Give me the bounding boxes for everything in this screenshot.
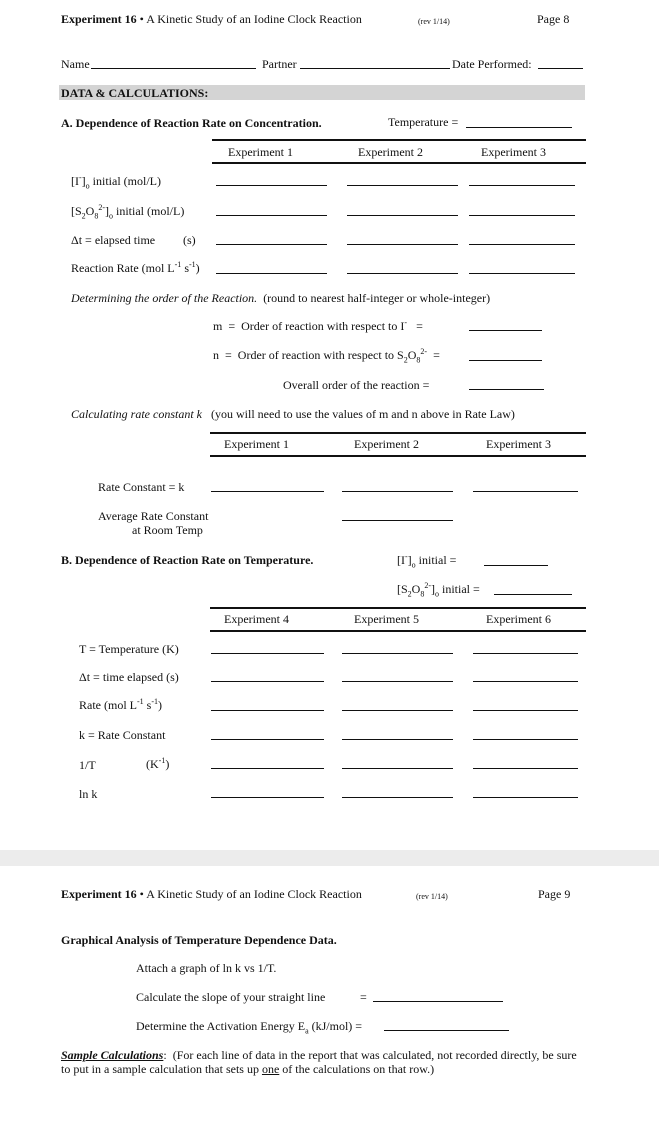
sample-calculations-note: Sample Calculations: (For each line of data in the report that was calculated, not recorded directly, be sure: [61, 1048, 577, 1062]
answer-line[interactable]: [347, 273, 458, 274]
answer-line[interactable]: [211, 653, 324, 654]
answer-line[interactable]: [469, 244, 575, 245]
header-title: A Kinetic Study of an Iodine Clock Reaction: [146, 12, 362, 26]
answer-line[interactable]: [469, 273, 575, 274]
n-order-line: n = Order of reaction with respect to $S_2O_8^{2-}$ =: [213, 347, 440, 365]
attach-graph-instruction: Attach a graph of ln k vs 1/T.: [136, 961, 277, 975]
answer-line[interactable]: [211, 739, 324, 740]
row-rate-constant: k = Rate Constant: [79, 728, 166, 742]
average-rate-constant-label-2: at Room Temp: [132, 523, 203, 537]
answer-line[interactable]: [347, 215, 458, 216]
col-experiment-3: Experiment 3: [481, 145, 546, 159]
answer-line[interactable]: [469, 215, 575, 216]
col-experiment-6: Experiment 6: [486, 612, 551, 626]
row-ln-k: ln k: [79, 787, 98, 801]
slope-instruction: Calculate the slope of your straight line: [136, 990, 326, 1004]
section-heading: DATA & CALCULATIONS:: [61, 86, 209, 100]
revision-label: (rev 1/14): [416, 892, 448, 901]
graphical-analysis-heading: Graphical Analysis of Temperature Dependence Data.: [61, 933, 337, 947]
row-persulfate-initial: $[S_2O_8^{2-}]_o$ initial (mol/L): [71, 203, 185, 221]
persulfate-initial-label: $[S_2O_8^{2-}]_o$ initial =: [397, 581, 480, 599]
answer-line[interactable]: [342, 491, 453, 492]
row-inverse-temperature-unit: $(K^{-1})$: [146, 756, 170, 771]
answer-line[interactable]: [469, 185, 575, 186]
n-answer-line[interactable]: [469, 360, 542, 361]
answer-line[interactable]: [216, 215, 327, 216]
page-9: [0, 866, 659, 1139]
slope-equals: =: [360, 990, 367, 1004]
page-header: [61, 12, 362, 26]
k-col-experiment-1: Experiment 1: [224, 437, 289, 451]
sample-calculations-label: Sample Calculations: [61, 1048, 164, 1062]
row-time-elapsed: Δt = time elapsed (s): [79, 670, 179, 684]
row-inverse-temperature: 1/T: [79, 758, 96, 772]
sample-calculations-note-2: to put in a sample calculation that sets up one of the calculations on that row.): [61, 1062, 435, 1076]
row-iodide-initial: $[I^-]_o$ initial (mol/L): [71, 173, 161, 191]
row-elapsed-time-unit: (s): [183, 233, 196, 247]
col-experiment-5: Experiment 5: [354, 612, 419, 626]
persulfate-initial-line[interactable]: [494, 594, 572, 595]
answer-line[interactable]: [473, 710, 578, 711]
row-reaction-rate: Reaction Rate (mol $L^{-1}$ $s^{-1}$): [71, 260, 200, 275]
row-elapsed-time: Δt = elapsed time: [71, 233, 156, 247]
answer-line[interactable]: [211, 797, 324, 798]
answer-line[interactable]: [342, 710, 453, 711]
row-rate: Rate (mol $L^{-1}$ $s^{-1}$): [79, 697, 162, 712]
answer-line[interactable]: [216, 244, 327, 245]
answer-line[interactable]: [342, 768, 453, 769]
iodide-initial-label: $[I^-]_o$ initial =: [397, 552, 457, 570]
answer-line[interactable]: [473, 681, 578, 682]
date-field-line[interactable]: [538, 68, 583, 69]
col-experiment-4: Experiment 4: [224, 612, 289, 626]
table-b-top-rule: [210, 607, 586, 609]
date-label: Date Performed:: [452, 57, 532, 71]
row-temperature: T = Temperature (K): [79, 642, 179, 656]
answer-line[interactable]: [216, 273, 327, 274]
revision-label: (rev 1/14): [418, 17, 450, 26]
temperature-field-line[interactable]: [466, 127, 572, 128]
temperature-label: Temperature =: [388, 115, 459, 129]
answer-line[interactable]: [347, 185, 458, 186]
partner-field-line[interactable]: [300, 68, 450, 69]
overall-answer-line[interactable]: [469, 389, 544, 390]
header-title: A Kinetic Study of an Iodine Clock Reaction: [146, 887, 362, 901]
answer-line[interactable]: [473, 653, 578, 654]
part-b-heading: B. Dependence of Reaction Rate on Temperature.: [61, 553, 314, 567]
page-header: [61, 887, 362, 901]
header-bullet: •: [139, 12, 144, 26]
k-col-experiment-3: Experiment 3: [486, 437, 551, 451]
answer-line[interactable]: [473, 797, 578, 798]
m-order-line: m = Order of reaction with respect to I- =: [213, 318, 423, 333]
page-number: Page 9: [538, 887, 571, 901]
answer-line[interactable]: [211, 491, 324, 492]
col-experiment-2: Experiment 2: [358, 145, 423, 159]
answer-line[interactable]: [211, 681, 324, 682]
header-experiment-number: Experiment 16: [61, 12, 137, 26]
page-number: Page 8: [537, 12, 570, 26]
table-a-top-rule: [212, 139, 586, 141]
answer-line[interactable]: [347, 244, 458, 245]
order-heading: Determining the order of the Reaction. (round to nearest half-integer or whole-integer): [71, 291, 491, 305]
answer-line[interactable]: [473, 739, 578, 740]
slope-answer-line[interactable]: [373, 1001, 503, 1002]
col-experiment-1: Experiment 1: [228, 145, 293, 159]
table-k-top-rule: [210, 432, 586, 434]
answer-line[interactable]: [342, 653, 453, 654]
activation-energy-instruction: Determine the Activation Energy $E_a$ (kJ/mol) =: [136, 1019, 363, 1036]
answer-line[interactable]: [342, 681, 453, 682]
answer-line[interactable]: [342, 739, 453, 740]
answer-line[interactable]: [473, 768, 578, 769]
k-col-experiment-2: Experiment 2: [354, 437, 419, 451]
activation-energy-answer-line[interactable]: [384, 1030, 509, 1031]
rate-constant-heading: Calculating rate constant k (you will need to use the values of m and n above in Rate Law): [71, 407, 515, 421]
average-k-answer-line[interactable]: [342, 520, 453, 521]
table-a-header-rule: [212, 162, 586, 164]
iodide-initial-line[interactable]: [484, 565, 548, 566]
header-bullet: •: [139, 887, 144, 901]
header-experiment-number: Experiment 16: [61, 887, 137, 901]
average-rate-constant-label: Average Rate Constant: [98, 509, 209, 523]
m-answer-line[interactable]: [469, 330, 542, 331]
answer-line[interactable]: [473, 491, 578, 492]
answer-line[interactable]: [211, 710, 324, 711]
part-a-heading: A. Dependence of Reaction Rate on Concentration.: [61, 116, 322, 130]
answer-line[interactable]: [342, 797, 453, 798]
overall-order-line: Overall order of the reaction =: [283, 378, 430, 392]
table-b-header-rule: [210, 630, 586, 632]
name-field-line[interactable]: [91, 68, 256, 69]
partner-label: Partner: [262, 57, 297, 71]
name-label: Name: [61, 57, 90, 71]
table-k-header-rule: [210, 455, 586, 457]
answer-line[interactable]: [216, 185, 327, 186]
rate-constant-label: Rate Constant = k: [98, 480, 185, 494]
answer-line[interactable]: [211, 768, 324, 769]
